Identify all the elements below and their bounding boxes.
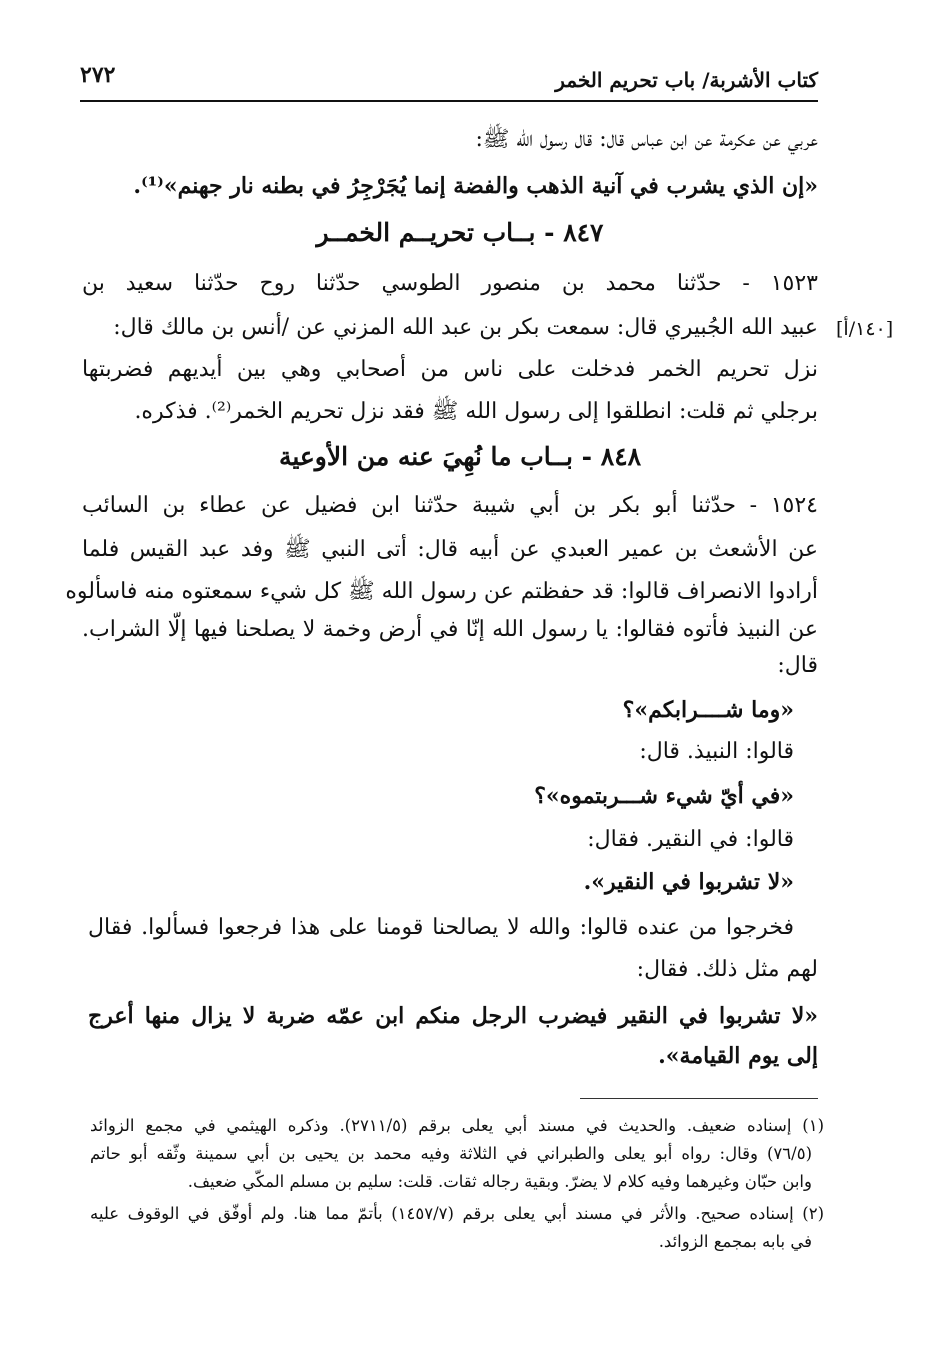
footnote-rule <box>580 1098 818 1099</box>
text-line: عن النبيذ فأتوه فقالوا: يا رسول الله إنّا في أرض وخمة لا يصلحنا فيها إلّا الشراب. <box>82 617 818 642</box>
hadith-quote: إلى يوم القيامة». <box>658 1043 818 1069</box>
text-line: عبيد الله الجُبيري قال: سمعت بكر بن عبد الله المزني عن /أنس بن مالك قال: <box>113 315 818 340</box>
page-number: ٢٧٢ <box>80 62 116 88</box>
text-line: ١٥٢٤ - حدّثنا أبو بكر بن أبي شيبة حدّثنا ابن فضيل عن عطاء بن السائب <box>82 493 818 518</box>
text-line: قال: <box>777 653 818 678</box>
margin-folio-note: [١٤٠/أ] <box>836 318 894 340</box>
header-rule <box>80 100 818 102</box>
hadith-quote: «وما شــــرابكم»؟ <box>622 697 794 723</box>
chapter-heading: ٨٤٧ - بــاب تحريــم الخمــر <box>316 218 604 247</box>
hadith-quote: «إن الذي يشرب في آنية الذهب والفضة إنما يُجَرْجِرُ في بطنه نار جهنم»⁽¹⁾. <box>133 173 818 199</box>
hadith-quote: «لا تشربوا في النقير فيضرب الرجل منكم ابن عمّه ضربة لا يزال منها أعرج <box>88 1003 818 1029</box>
footnote-line: في بابه بمجمع الزوائد. <box>658 1232 812 1251</box>
footnote-line: (٢) إسناده صحيح. والأثر في مسند أبي يعلى برقم (١٤٥٧/٧) بأتمّ مما هنا. ولم أوفّق في الوقوف عليه <box>90 1204 824 1223</box>
text-line: عن الأشعث بن عمير العبدي عن أبيه قال: أتى النبي ﷺ وفد عبد القيس فلما <box>82 537 818 562</box>
text-line: نزل تحريم الخمر فدخلت على ناس من أصحابي وهي بين أيديهم فضربتها <box>82 357 818 382</box>
text-line: عربي عن عكرمة عن ابن عباس قال: قال رسول الله ﷺ: <box>475 127 818 152</box>
footnote-line: (١) إسناده ضعيف. والحديث في مسند أبي يعلى برقم (٢٧١١/٥). وذكره الهيثمي في مجمع الزوائد <box>90 1116 825 1135</box>
footnote-line: وابن حبّان وغيرهما وفيه كلام لا يضرّ. وبقية رجاله ثقات. قلت: سليم بن مسلم المكّي ضعيف. <box>187 1172 812 1191</box>
page-header <box>80 62 818 102</box>
hadith-quote: «لا تشربوا في النقير». <box>583 869 794 895</box>
text-line: لهم مثل ذلك. فقال: <box>636 957 818 982</box>
text-line: قالوا: في النقير. فقال: <box>587 827 794 852</box>
chapter-heading: ٨٤٨ - بــاب ما نُهِيَ عنه من الأوعية <box>278 442 642 471</box>
text-line: فخرجوا من عنده قالوا: والله لا يصالحنا قومنا على هذا فرجعوا فسألوا. فقال <box>88 915 794 940</box>
hadith-quote: «في أيّ شيء شـــربتموه»؟ <box>534 783 794 809</box>
running-title: كتاب الأشربة/ باب تحريم الخمر <box>555 68 818 92</box>
footnote-line: (٧٦/٥) وقال: رواه أبو يعلى والطبراني في الثلاثة وفيه محمد بن يحيى بن أبي سمينة وثّقه أبو حاتم <box>90 1144 812 1163</box>
text-line: قالوا: النبيذ. قال: <box>639 739 794 764</box>
text-line: برجلي ثم قلت: انطلقوا إلى رسول الله ﷺ فقد نزل تحريم الخمر⁽²⁾. فذكره. <box>134 399 818 424</box>
text-line: ١٥٢٣ - حدّثنا محمد بن منصور الطوسي حدّثنا روح حدّثنا سعيد بن <box>82 271 818 296</box>
text-line: أرادوا الانصراف قالوا: قد حفظتم عن رسول الله ﷺ كل شيء سمعتوه منه فاسألوه <box>65 579 818 604</box>
